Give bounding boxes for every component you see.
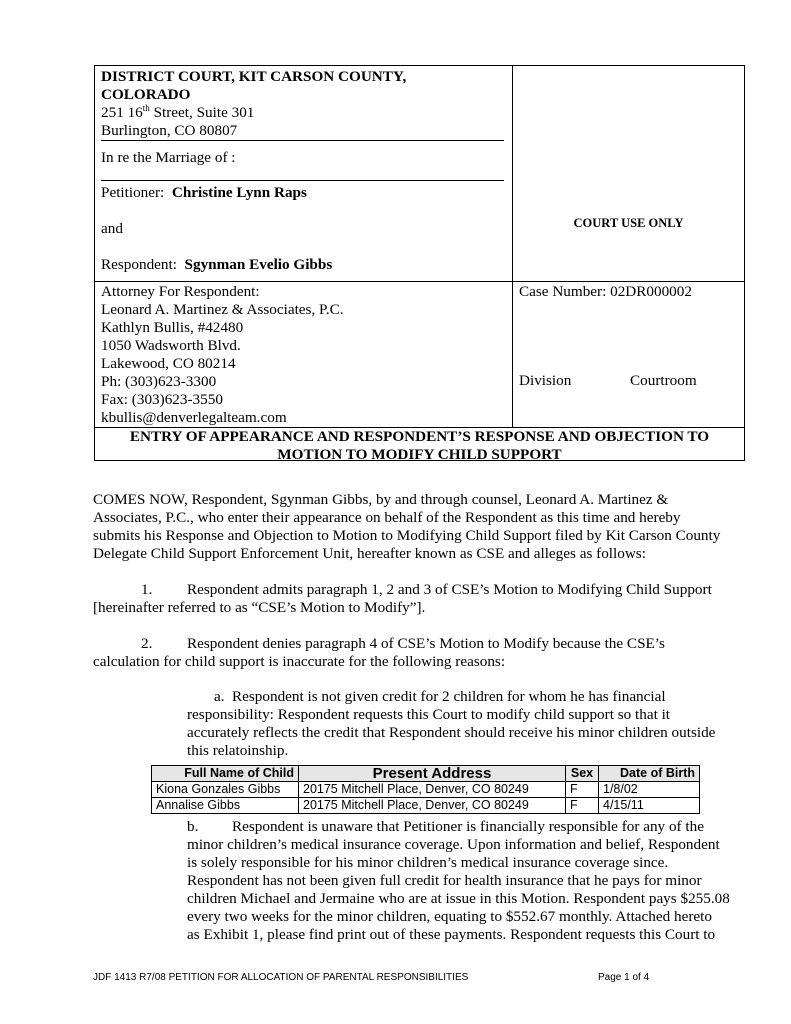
subparagraph-a-line: responsibility: Respondent requests this Court to modify child support so that it (187, 706, 671, 723)
document-title (95, 427, 744, 464)
subparagraph-b-line: Respondent has not been given full credit for health insurance that he pays for minor (187, 872, 702, 889)
caption-row-divider (95, 281, 744, 282)
subparagraph-b-line: Respondent is unaware that Petitioner is financially responsible for any of the (232, 818, 704, 835)
paragraph-2-line: calculation for child support is inaccurate for the following reasons: (93, 653, 506, 670)
division-label: Division (519, 372, 572, 389)
dob-cell: 1/8/02 (599, 782, 700, 798)
subparagraph-b-line: as Exhibit 1, please find print out of these payments. Respondent requests this Court to (187, 926, 716, 943)
subparagraph-a-line: this relatoinship. (187, 742, 289, 759)
subparagraph-b-line: children Michael and Jermaine who are at issue in this Motion. Respondent pays $255.08 (187, 890, 730, 907)
court-use-only-label: COURT USE ONLY (573, 216, 684, 230)
and-label: and (101, 220, 123, 237)
caption-rule (101, 180, 504, 181)
table-row (152, 782, 700, 798)
intro-paragraph (93, 491, 720, 563)
document-title-line1: ENTRY OF APPEARANCE AND RESPONDENT’S RESPONSE AND OBJECTION TO (129, 428, 710, 445)
intro-line: Associates, P.C., who enter their appearance on behalf of the Respondent as this time and hereby (93, 509, 681, 526)
subparagraph-b-line: minor children’s medical insurance coverage. Upon information and belief, Respondent (187, 836, 720, 853)
paragraph-2-line: Respondent denies paragraph 4 of CSE’s Motion to Modify because the CSE’s (187, 635, 665, 652)
attorney-line: Lakewood, CO 80214 (101, 355, 236, 372)
column-header: Present Address (299, 766, 566, 782)
petitioner-line: Petitioner: Christine Lynn Raps (101, 184, 307, 201)
court-address-line2: Burlington, CO 80807 (101, 122, 238, 139)
intro-line: Delegate Child Support Enforcement Unit, hereafter known as CSE and alleges as follows: (93, 545, 646, 562)
sex-cell: F (566, 782, 599, 798)
sex-cell: F (566, 798, 599, 814)
attorney-email: kbullis@denverlegalteam.com (101, 409, 287, 426)
respondent-name: Sgynman Evelio Gibbs (184, 256, 333, 273)
paragraph-2-number: 2. (141, 635, 153, 652)
column-header: Full Name of Child (152, 766, 299, 782)
table-row (152, 798, 700, 814)
caption-column-divider (512, 66, 513, 427)
petitioner-name: Christine Lynn Raps (171, 184, 307, 201)
child-name-cell: Annalise Gibbs (152, 798, 299, 814)
paragraph-1-number: 1. (141, 581, 153, 598)
intro-line: submits his Response and Objection to Motion to Modifying Child Support filed by Kit Carson County (93, 527, 721, 544)
attorney-line: Leonard A. Martinez & Associates, P.C. (101, 301, 344, 318)
case-number: Case Number: 02DR000002 (519, 283, 692, 300)
in-re-marriage: In re the Marriage of : (101, 149, 236, 166)
address-cell: 20175 Mitchell Place, Denver, CO 80249 (299, 798, 566, 814)
attorney-phone: Ph: (303)623-3300 (101, 373, 217, 390)
attorney-fax: Fax: (303)623-3550 (101, 391, 223, 408)
subparagraph-a-line: Respondent is not given credit for 2 children for whom he has financial (232, 688, 666, 705)
attorney-line: Attorney For Respondent: (101, 283, 260, 300)
case-caption-box (94, 65, 745, 461)
subparagraph-a-line: accurately reflects the credit that Respondent should receive his minor children outside (187, 724, 716, 741)
document-title-line2: MOTION TO MODIFY CHILD SUPPORT (277, 446, 562, 463)
dob-cell: 4/15/11 (599, 798, 700, 814)
subparagraph-a-label: a. (214, 688, 225, 705)
footer-page-number: Page 1 of 4 (598, 972, 650, 983)
paragraph-1-line: [hereinafter referred to as “CSE’s Motion to Modify”]. (93, 599, 426, 616)
caption-rule (101, 140, 504, 141)
court-name-line2: COLORADO (101, 86, 191, 103)
table-header-row (152, 766, 700, 782)
attorney-line: Kathlyn Bullis, #42480 (101, 319, 244, 336)
court-name-line1: DISTRICT COURT, KIT CARSON COUNTY, (101, 68, 407, 85)
subparagraph-b-line: is solely responsible for his minor children’s medical insurance coverage since. (187, 854, 669, 871)
subparagraph-b-line: every two weeks for the minor children, equating to $552.67 monthly. Attached hereto (187, 908, 712, 925)
children-table (151, 765, 700, 814)
paragraph-1-line: Respondent admits paragraph 1, 2 and 3 of CSE’s Motion to Modifying Child Support (187, 581, 712, 598)
courtroom-label: Courtroom (630, 372, 697, 389)
address-cell: 20175 Mitchell Place, Denver, CO 80249 (299, 782, 566, 798)
subparagraph-b-label: b. (187, 818, 199, 835)
column-header: Sex (566, 766, 599, 782)
respondent-line: Respondent: Sgynman Evelio Gibbs (101, 256, 333, 273)
attorney-line: 1050 Wadsworth Blvd. (101, 337, 241, 354)
footer-form-id: JDF 1413 R7/08 PETITION FOR ALLOCATION OF PARENTAL RESPONSIBILITIES (93, 972, 469, 983)
child-name-cell: Kiona Gonzales Gibbs (152, 782, 299, 798)
court-address-line1: 251 16th Street, Suite 301 (101, 102, 255, 121)
column-header: Date of Birth (599, 766, 700, 782)
intro-line: COMES NOW, Respondent, Sgynman Gibbs, by and through counsel, Leonard A. Martinez & (93, 491, 669, 508)
